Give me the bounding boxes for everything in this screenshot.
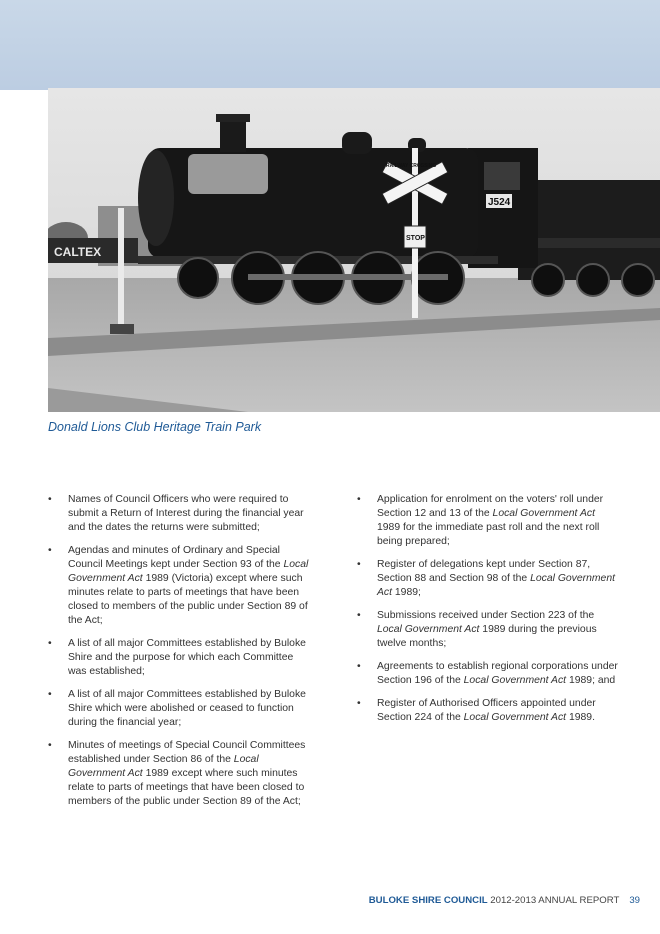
- list-item: [357, 493, 619, 549]
- list-item: [357, 697, 619, 725]
- list-item: [357, 558, 619, 600]
- act-title: Local Government Act: [377, 573, 615, 598]
- loco-number-plate: J524: [488, 197, 511, 208]
- footer-report-title: 2012-2013 ANNUAL REPORT: [487, 895, 620, 906]
- railway-crossing-sign: RAILWAY CROSSING: [386, 163, 437, 169]
- bullet-marker: •: [48, 545, 52, 556]
- list-item-text: Register of Authorised Officers appointed under Section 224 of the: [377, 698, 596, 723]
- stop-sign: STOP: [406, 235, 425, 242]
- list-item-text: Agendas and minutes of Ordinary and Special Council Meetings kept under Section 93 of the: [68, 545, 284, 570]
- list-item-text: Submissions received under Section 223 of the: [377, 610, 595, 621]
- left-bullet-list: [48, 493, 310, 809]
- act-title: Local Government Act: [377, 624, 480, 635]
- list-item: [48, 544, 310, 628]
- bullet-marker: •: [48, 638, 52, 649]
- caltex-sign: CALTEX: [54, 245, 102, 259]
- list-item: [48, 688, 310, 730]
- list-item-text: A list of all major Committees established by Buloke Shire which were abolished or ceased to function during the financial year;: [68, 689, 306, 728]
- list-item-text: Application for enrolment on the voters' roll under Section 12 and 13 of the: [377, 494, 604, 519]
- act-title: Local Government Act: [463, 675, 567, 686]
- bullet-marker: •: [357, 559, 361, 570]
- list-item-text: 1989.: [566, 712, 595, 723]
- bullet-marker: •: [48, 494, 52, 505]
- list-item: [48, 493, 310, 535]
- right-column: [357, 493, 619, 734]
- act-title: Local Government Act: [463, 712, 567, 723]
- list-item-text: A list of all major Committees established by Buloke Shire and the purpose for which each Committee was established;: [68, 638, 306, 677]
- list-item-text: Minutes of meetings of Special Council Committees established under Section 86 of the: [68, 740, 306, 765]
- act-title: Local Government Act: [492, 508, 595, 519]
- page-footer: [369, 895, 640, 906]
- bullet-marker: •: [48, 689, 52, 700]
- footer-org-name: BULOKE SHIRE COUNCIL: [368, 895, 488, 906]
- page-number: 39: [629, 895, 640, 906]
- list-item-text: Names of Council Officers who were required to submit a Return of Interest during the financial year and the dates the returns were submitted;: [68, 494, 304, 533]
- list-item-text: 1989 during the previous twelve months;: [377, 624, 597, 649]
- bullet-marker: •: [357, 698, 361, 709]
- bullet-marker: •: [357, 494, 361, 505]
- list-item-text: Agreements to establish regional corporations under Section 196 of the: [377, 661, 618, 686]
- heritage-train-photo: [48, 88, 660, 412]
- list-item-text: 1989 except where such minutes relate to parts of meetings that have been closed to members of the public under Section 89 of the Act;: [68, 768, 305, 807]
- list-item-text: 1989;: [392, 587, 421, 598]
- right-bullet-list: [357, 493, 619, 725]
- act-title: Local Government Act: [68, 754, 259, 779]
- list-item: [48, 739, 310, 809]
- list-item-text: Register of delegations kept under Section 87, Section 88 and Section 98 of the: [377, 559, 591, 584]
- bullet-marker: •: [357, 610, 361, 621]
- list-item-text: 1989 for the immediate past roll and the next roll being prepared;: [377, 522, 600, 547]
- header-band: [0, 0, 660, 90]
- list-item-text: 1989 (Victoria) except where such minutes relate to parts of meetings that have been closed to members of the public under Section 89 of the Act;: [68, 573, 308, 626]
- steam-locomotive-photo: [48, 88, 660, 412]
- bullet-marker: •: [357, 661, 361, 672]
- bullet-marker: •: [48, 740, 52, 751]
- list-item: [357, 660, 619, 688]
- left-column: [48, 493, 310, 818]
- list-item: [357, 609, 619, 651]
- list-item: [48, 637, 310, 679]
- list-item-text: 1989; and: [566, 675, 616, 686]
- act-title: Local Government Act: [68, 559, 309, 584]
- photo-caption: Donald Lions Club Heritage Train Park: [48, 420, 262, 434]
